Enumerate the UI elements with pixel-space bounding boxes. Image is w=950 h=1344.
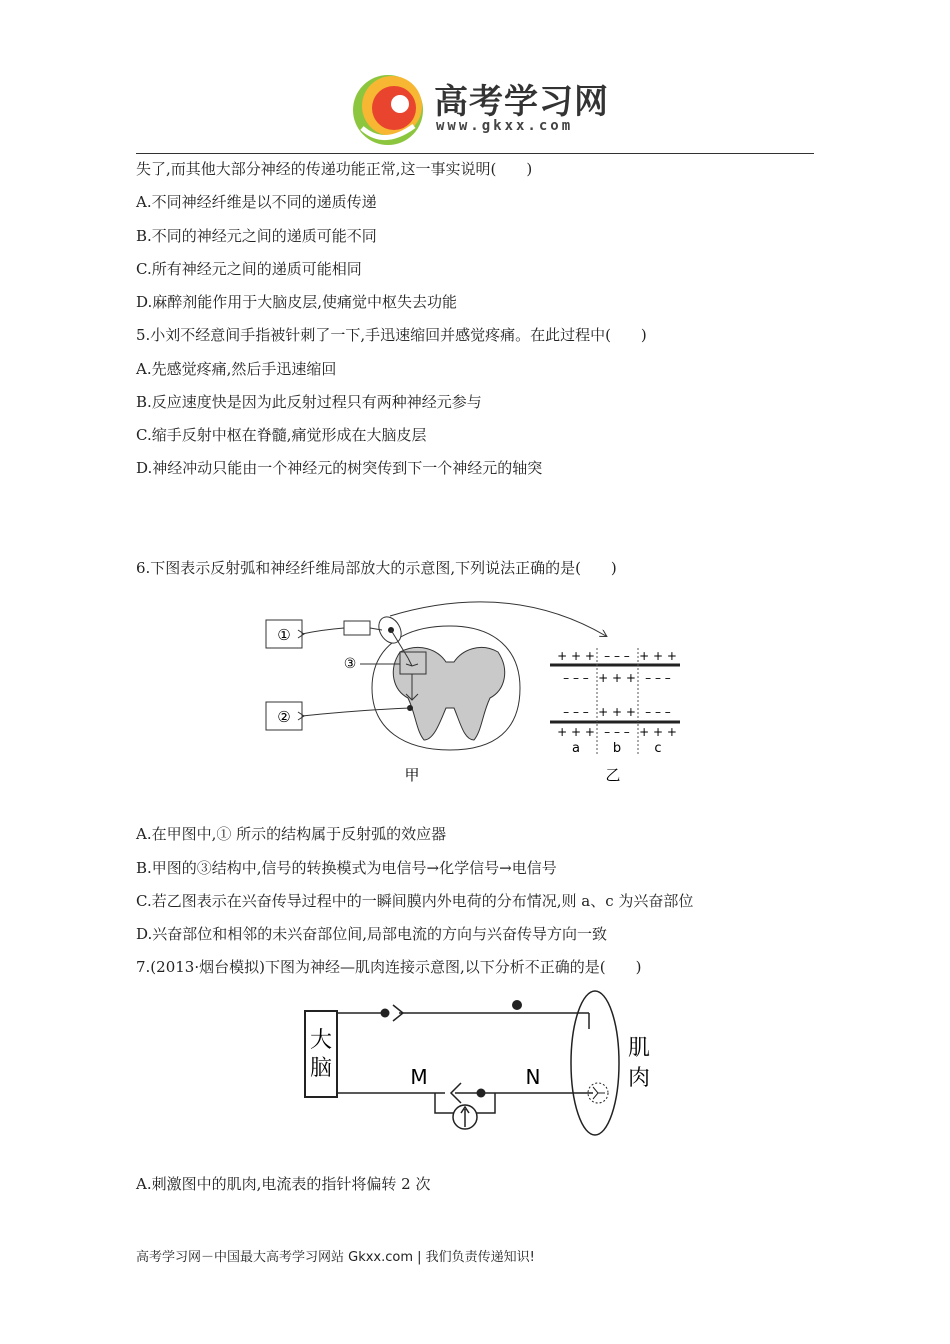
q4-option-a: A.不同神经纤维是以不同的递质传递 (136, 193, 377, 211)
question-7-stem: 7.(2013·烟台模拟)下图为神经—肌肉连接示意图,以下分析不正确的是( ) (136, 958, 642, 976)
muscle-label-2: 肉 (627, 1066, 651, 1091)
q4-option-b: B.不同的神经元之间的递质可能不同 (136, 227, 377, 245)
afferent-segment-box (344, 621, 370, 635)
logo-title: 高考学习网 (434, 82, 609, 122)
q6-option-b: B.甲图的③结构中,信号的转换模式为电信号→化学信号→电信号 (136, 859, 557, 877)
question-6-stem: 6.下图表示反射弧和神经纤维局部放大的示意图,下列说法正确的是( ) (136, 559, 617, 577)
site-logo (348, 68, 618, 148)
charge-r3-b: + + + (598, 705, 636, 719)
top-neuron-soma (381, 1009, 390, 1018)
nerve-fiber-diagram (550, 648, 680, 756)
segment-b: b (612, 741, 622, 756)
question-5-stem: 5.小刘不经意间手指被针刺了一下,手迅速缩回并感觉疼痛。在此过程中( ) (136, 326, 647, 344)
q4-option-d: D.麻醉剂能作用于大脑皮层,使痛觉中枢失去功能 (136, 293, 458, 311)
muscle-outline (571, 991, 619, 1135)
charge-r4-a: + + + (557, 725, 595, 739)
brain-box (305, 1011, 337, 1097)
charge-r2-a: – – – (563, 671, 589, 685)
muscle-label-1: 肌 (627, 1036, 651, 1061)
reflex-arc-figure (250, 590, 700, 790)
label-n: N (525, 1065, 541, 1089)
label-m: M (410, 1065, 428, 1089)
header-rule (136, 153, 814, 154)
q7-option-a: A.刺激图中的肌肉,电流表的指针将偏转 2 次 (136, 1175, 431, 1193)
charge-r3-a: – – – (563, 705, 589, 719)
caption-jia: 甲 (404, 766, 420, 784)
q4-option-c: C.所有神经元之间的递质可能相同 (136, 260, 362, 278)
charge-r3-c: – – – (645, 705, 671, 719)
nerve-muscle-figure (295, 985, 665, 1145)
q5-option-a: A.先感觉疼痛,然后手迅速缩回 (136, 360, 337, 378)
brain-label-2: 脑 (309, 1056, 333, 1081)
label-3: ③ (343, 656, 357, 672)
charge-r1-b: – – – (604, 649, 630, 663)
charge-r1-a: + + + (557, 649, 595, 663)
q5-option-b: B.反应速度快是因为此反射过程只有两种神经元参与 (136, 393, 482, 411)
brain-label-1: 大 (309, 1028, 333, 1053)
logo-url: www.gkxx.com (436, 118, 574, 134)
segment-c: c (654, 741, 662, 756)
charge-r1-c: + + + (639, 649, 677, 663)
charge-r4-c: + + + (639, 725, 677, 739)
label-2: ② (277, 708, 291, 726)
q5-option-c: C.缩手反射中枢在脊髓,痛觉形成在大脑皮层 (136, 426, 427, 444)
top-axon-dot (512, 1000, 522, 1010)
label-1: ① (277, 626, 291, 644)
page-footer: 高考学习网－中国最大高考学习网站 Gkxx.com | 我们负责传递知识! (136, 1250, 535, 1265)
caption-yi: 乙 (605, 766, 621, 784)
logo-emblem-icon (348, 68, 432, 148)
q6-option-a: A.在甲图中,① 所示的结构属于反射弧的效应器 (136, 825, 447, 843)
charge-r2-c: – – – (645, 671, 671, 685)
charge-r2-b: + + + (598, 671, 636, 685)
charge-r4-b: – – – (604, 725, 630, 739)
segment-a: a (572, 741, 580, 756)
q6-option-d: D.兴奋部位和相邻的未兴奋部位间,局部电流的方向与兴奋传导方向一致 (136, 925, 608, 943)
question-4-stem-cont: 失了,而其他大部分神经的传递功能正常,这一事实说明( ) (136, 160, 533, 178)
q6-option-c: C.若乙图表示在兴奋传导过程中的一瞬间膜内外电荷的分布情况,则 a、c 为兴奋部位 (136, 892, 694, 910)
q5-option-d: D.神经冲动只能由一个神经元的树突传到下一个神经元的轴突 (136, 459, 543, 477)
